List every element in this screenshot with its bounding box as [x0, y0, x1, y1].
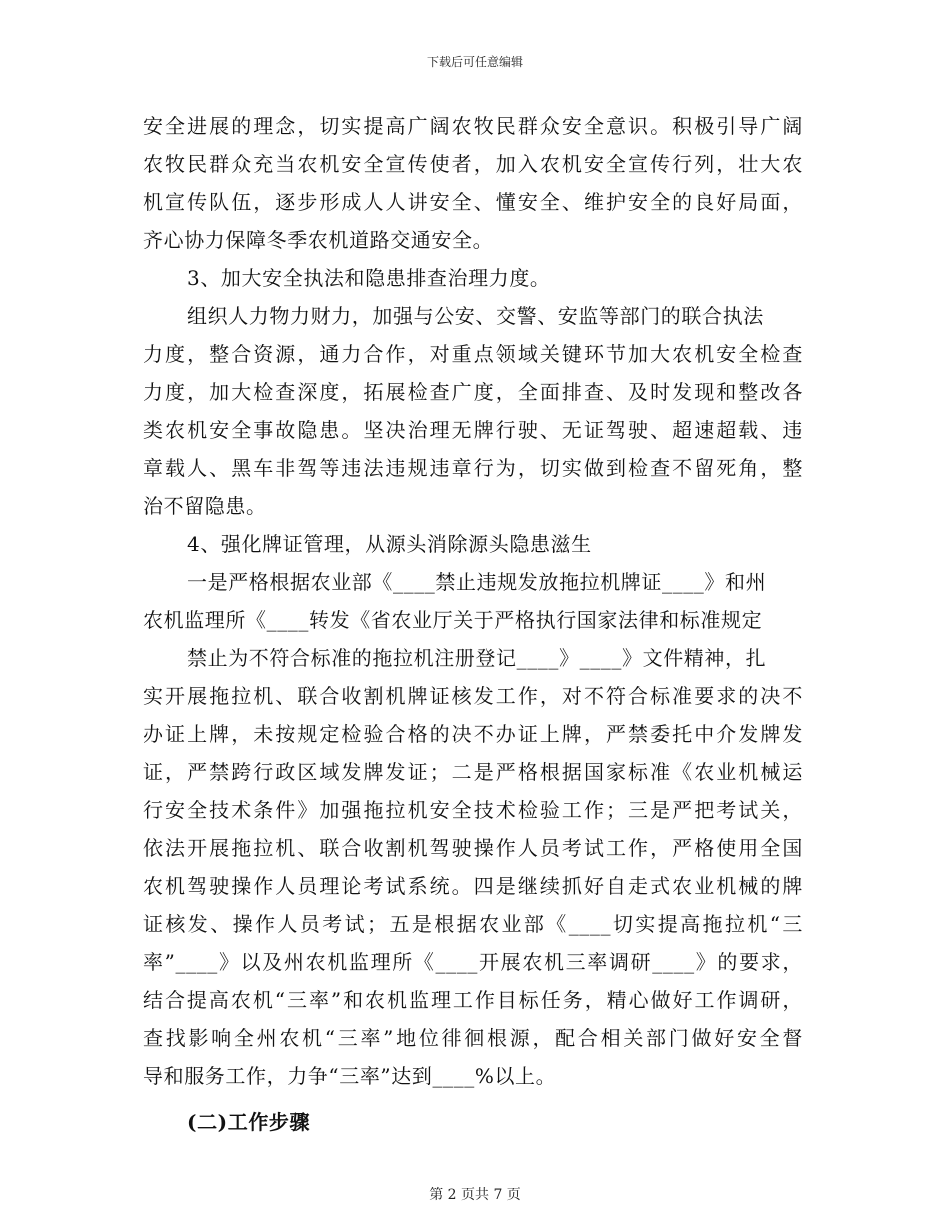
paragraph-line: 力度，整合资源，通力合作，对重点领域关键环节加大农机安全检查 — [143, 342, 803, 366]
paragraph-line: 禁止为不符合标准的拖拉机注册登记____》____》文件精神，扎 — [187, 646, 767, 670]
page-footer: 第 2 页共 7 页 — [429, 1187, 521, 1203]
paragraph-line: 导和服务工作，力争“三率”达到____%以上。 — [143, 1064, 557, 1088]
paragraph-line: 力度，加大检查深度，拓展检查广度，全面排查、及时发现和整改各 — [143, 380, 803, 404]
paragraph-line: 实开展拖拉机、联合收割机牌证核发工作，对不符合标准要求的决不 — [143, 684, 803, 708]
section-heading-4: 4、强化牌证管理，从源头消除源头隐患滋生 — [187, 532, 592, 556]
paragraph-line: 结合提高农机“三率”和农机监理工作目标任务，精心做好工作调研， — [143, 988, 803, 1012]
paragraph-line: 类农机安全事故隐患。坚决治理无牌行驶、无证驾驶、超速超载、违 — [143, 418, 803, 442]
paragraph-line: 组织人力物力财力，加强与公安、交警、安监等部门的联合执法 — [187, 304, 764, 328]
paragraph-line: 农牧民群众充当农机安全宣传使者，加入农机安全宣传行列，壮大农 — [143, 152, 803, 176]
section-heading-3: 3、加大安全执法和隐患排查治理力度。 — [187, 266, 551, 290]
paragraph-line: 查找影响全州农机“三率”地位徘徊根源，配合相关部门做好安全督 — [143, 1026, 803, 1050]
page-header: 下载后可任意编辑 — [426, 55, 523, 69]
section-heading-steps: (二)工作步骤 — [187, 1110, 311, 1134]
paragraph-line: 行安全技术条件》加强拖拉机安全技术检验工作；三是严把考试关， — [143, 798, 803, 822]
paragraph-line: 治不留隐患。 — [143, 494, 267, 518]
paragraph-line: 齐心协力保障冬季农机道路交通安全。 — [143, 228, 494, 252]
document-body — [143, 107, 803, 1141]
paragraph-line: 农机监理所《____转发《省农业厅关于严格执行国家法律和标准规定 — [143, 608, 763, 632]
paragraph-line: 一是严格根据农业部《____禁止违规发放拖拉机牌证____》和州 — [187, 570, 767, 594]
paragraph-line: 农机驾驶操作人员理论考试系统。四是继续抓好自走式农业机械的牌 — [143, 874, 803, 898]
paragraph-line: 率”____》以及州农机监理所《____开展农机三率调研____》的要求， — [143, 950, 803, 974]
paragraph-line: 安全进展的理念，切实提高广阔农牧民群众安全意识。积极引导广阔 — [143, 114, 803, 138]
paragraph-line: 证，严禁跨行政区域发牌发证；二是严格根据国家标准《农业机械运 — [143, 760, 803, 784]
paragraph-line: 机宣传队伍，逐步形成人人讲安全、懂安全、维护安全的良好局面， — [143, 190, 803, 214]
paragraph-line: 证核发、操作人员考试；五是根据农业部《____切实提高拖拉机“三 — [143, 912, 803, 936]
paragraph-line: 办证上牌，未按规定检验合格的决不办证上牌，严禁委托中介发牌发 — [143, 722, 803, 746]
paragraph-line: 章载人、黑车非驾等违法违规违章行为，切实做到检查不留死角，整 — [143, 456, 803, 480]
paragraph-line: 依法开展拖拉机、联合收割机驾驶操作人员考试工作，严格使用全国 — [143, 836, 803, 860]
